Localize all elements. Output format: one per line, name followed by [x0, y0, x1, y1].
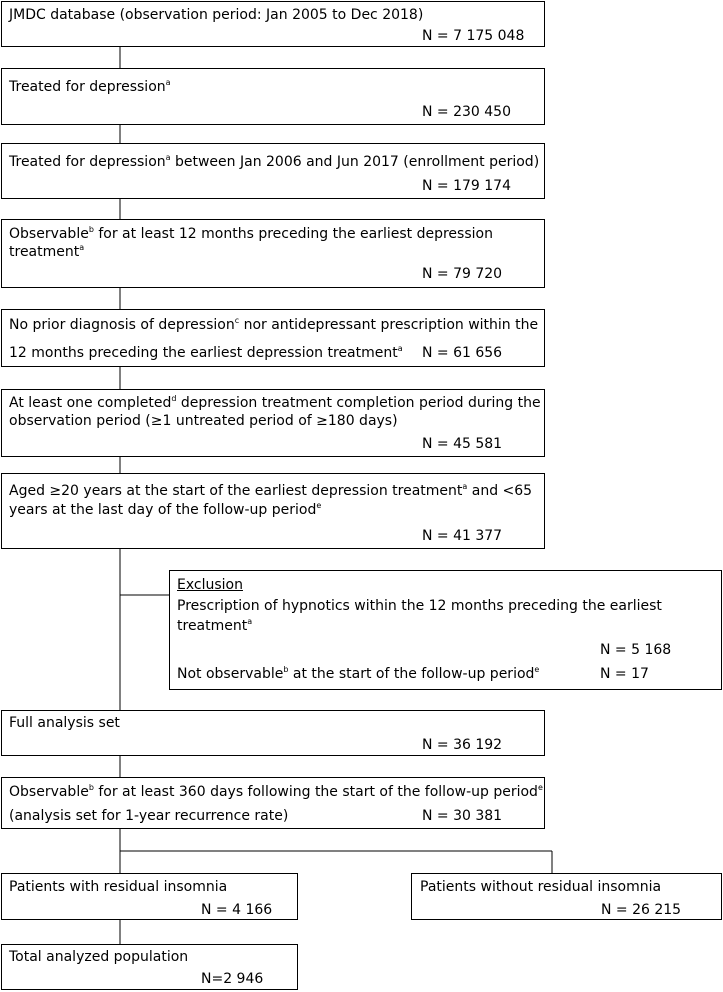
- treated-label: Treated for depression$^a$: [9, 77, 171, 95]
- full-label: Full analysis set: [9, 715, 120, 731]
- box-with-residual-insomnia: [1, 873, 298, 920]
- jmdc-label: JMDC database (observation period: Jan 2005 to Dec 2018): [9, 7, 424, 23]
- exclusion-line2: treatment$^a$: [177, 616, 253, 634]
- box-observable-12-months: [1, 219, 545, 288]
- exclusion-count-not-observable: N = 17: [600, 666, 649, 682]
- box-total-analyzed-population: [1, 944, 298, 990]
- box-no-prior-diagnosis: [1, 309, 545, 367]
- with-insomnia-label: Patients with residual insomnia: [9, 879, 228, 895]
- exclusion-heading: Exclusion: [177, 577, 243, 593]
- observable12-line1: Observable$^b$ for at least 12 months preceding the earliest depression: [9, 224, 493, 242]
- enrollment-label: Treated for depression$^a$ between Jan 2006 and Jun 2017 (enrollment period): [9, 152, 540, 170]
- noprior-line2: 12 months preceding the earliest depression treatment$^a$: [9, 343, 403, 361]
- box-treated-for-depression: [1, 68, 545, 125]
- observable360-line2: (analysis set for 1-year recurrence rate): [9, 808, 289, 824]
- jmdc-count: N = 7 175 048: [422, 28, 525, 44]
- box-without-residual-insomnia: [411, 873, 722, 920]
- enrollment-count: N = 179 174: [422, 178, 511, 194]
- without-insomnia-count: N = 26 215: [601, 902, 682, 918]
- total-count: N=2 946: [201, 971, 264, 987]
- box-full-analysis-set: [1, 710, 545, 756]
- noprior-line1: No prior diagnosis of depression$^c$ nor antidepressant prescription within the: [9, 315, 539, 333]
- without-insomnia-label: Patients without residual insomnia: [420, 879, 662, 895]
- exclusion-line3: Not observable$^b$ at the start of the follow-up period$^e$: [177, 664, 540, 682]
- box-aged-criteria: [1, 473, 545, 549]
- completed-line1: At least one completed$^d$ depression treatment completion period during the: [9, 393, 541, 411]
- noprior-count: N = 61 656: [422, 345, 503, 361]
- full-count: N = 36 192: [422, 737, 503, 753]
- exclusion-count-hypnotics: N = 5 168: [600, 642, 672, 658]
- box-completed-treatment: [1, 389, 545, 457]
- observable12-count: N = 79 720: [422, 266, 503, 282]
- observable360-line1: Observable$^b$ for at least 360 days following the start of the follow-up period$^e$: [9, 782, 543, 800]
- observable12-line2: treatment$^a$: [9, 242, 85, 260]
- aged-count: N = 41 377: [422, 528, 503, 544]
- box-enrollment-period: [1, 143, 545, 199]
- aged-line1: Aged ≥20 years at the start of the earliest depression treatment$^a$ and <65: [9, 481, 533, 499]
- box-jmdc-database: [1, 1, 545, 47]
- exclusion-line1: Prescription of hypnotics within the 12 months preceding the earliest: [177, 598, 662, 614]
- aged-line2: years at the last day of the follow-up period$^e$: [9, 500, 322, 518]
- box-observable-360-days: [1, 777, 545, 829]
- observable360-count: N = 30 381: [422, 808, 503, 824]
- with-insomnia-count: N = 4 166: [201, 902, 273, 918]
- completed-line2: observation period (≥1 untreated period of ≥180 days): [9, 413, 398, 429]
- box-exclusion: [169, 570, 722, 690]
- total-label: Total analyzed population: [9, 949, 189, 965]
- completed-count: N = 45 581: [422, 436, 503, 452]
- treated-count: N = 230 450: [422, 104, 511, 120]
